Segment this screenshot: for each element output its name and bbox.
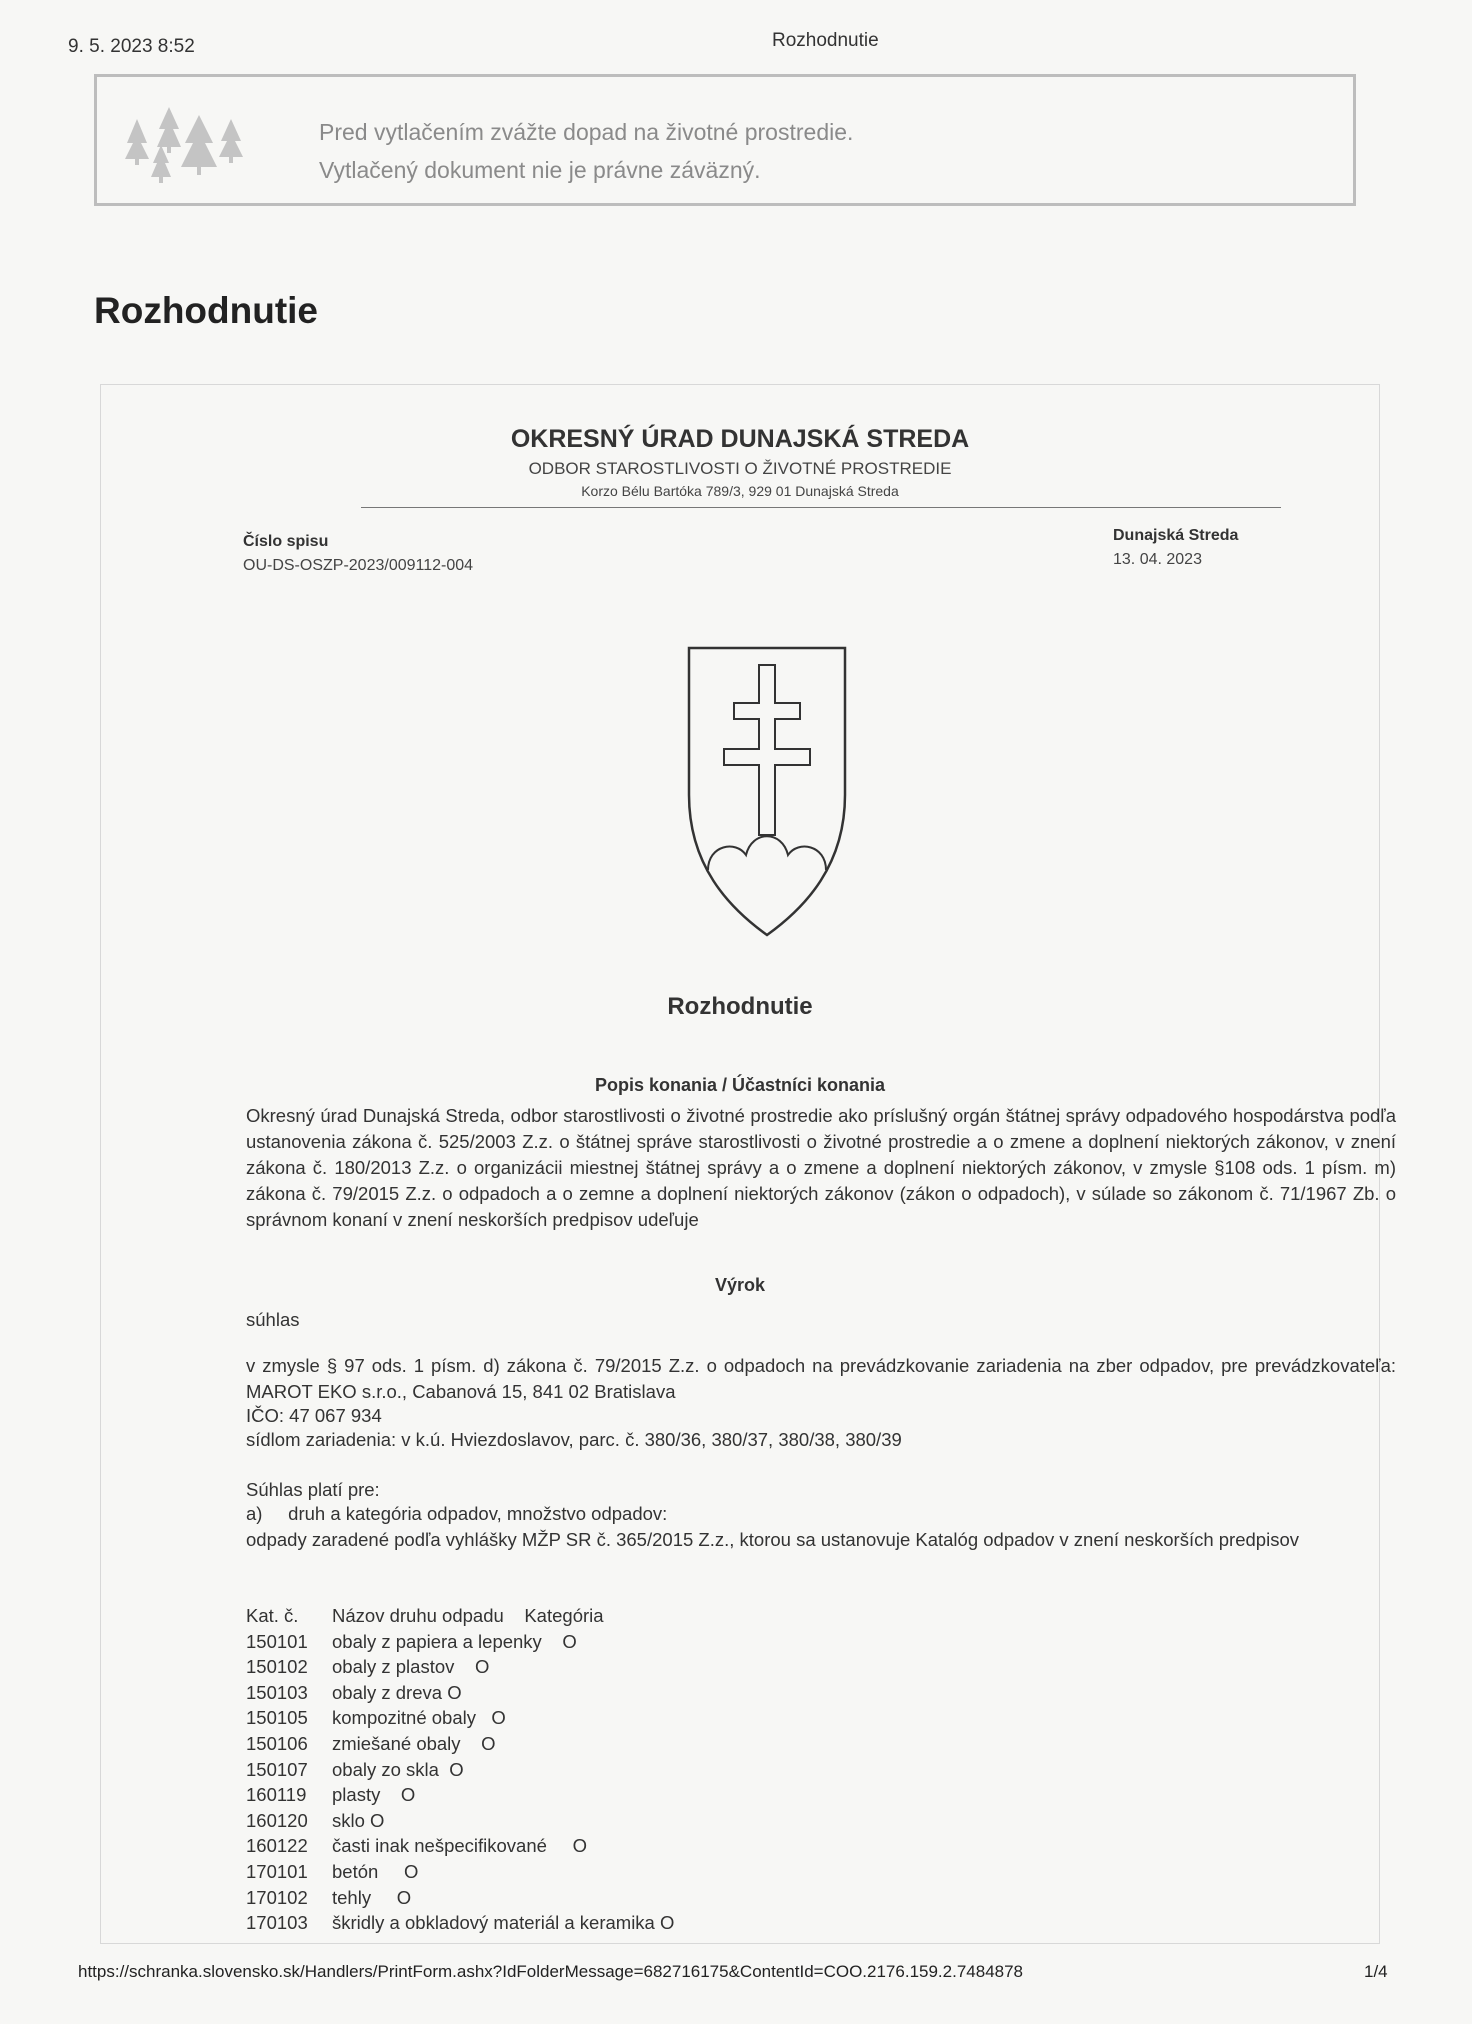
consent-paragraph: v zmysle § 97 ods. 1 písm. d) zákona č. 79/2015 Z.z. o odpadoch na prevádzkovanie zariadenia na zber odpadov, pre prevádzkovateľa: MAROT EKO s.r.o., Cabanová 15, 841 02 Bratislava bbox=[246, 1355, 1396, 1402]
waste-code: 170101 bbox=[246, 1860, 308, 1882]
waste-name: zmiešané obaly bbox=[332, 1732, 461, 1754]
waste-category: O bbox=[447, 1681, 462, 1703]
office-name: OKRESNÝ ÚRAD DUNAJSKÁ STREDA bbox=[510, 425, 970, 453]
facility: sídlom zariadenia: v k.ú. Hviezdoslavov, parc. č. 380/36, 380/37, 380/38, 380/39 bbox=[246, 1429, 902, 1450]
section-title: Popis konania / Účastníci konania bbox=[594, 1075, 886, 1095]
waste-code: 150101 bbox=[246, 1630, 308, 1652]
waste-category: O bbox=[491, 1707, 506, 1729]
office-department: ODBOR STAROSTLIVOSTI O ŽIVOTNÉ PROSTREDIE bbox=[528, 459, 952, 478]
consent-word: súhlas bbox=[246, 1309, 300, 1330]
waste-category: O bbox=[474, 1656, 490, 1678]
table-row bbox=[246, 1861, 674, 1887]
waste-category: O bbox=[449, 1758, 464, 1780]
date: 13. 04. 2023 bbox=[1113, 551, 1202, 568]
waste-code: 150103 bbox=[246, 1681, 308, 1703]
file-number-label: Číslo spisu bbox=[243, 533, 329, 550]
waste-code: 160120 bbox=[246, 1809, 308, 1831]
waste-code: 170103 bbox=[246, 1912, 308, 1934]
table-row bbox=[246, 1887, 674, 1913]
table-header: Kat. č. bbox=[246, 1605, 299, 1626]
waste-category: O bbox=[572, 1835, 588, 1857]
waste-code: 160122 bbox=[246, 1835, 308, 1857]
waste-name: kompozitné obaly bbox=[332, 1707, 476, 1729]
table-row bbox=[246, 1682, 674, 1708]
waste-category: O bbox=[481, 1732, 496, 1754]
waste-code: 150107 bbox=[246, 1758, 308, 1780]
table-row bbox=[246, 1835, 674, 1861]
waste-code: 150105 bbox=[246, 1707, 308, 1729]
waste-category: O bbox=[562, 1630, 577, 1652]
office-address: Korzo Bélu Bartóka 789/3, 929 01 Dunajská Streda bbox=[581, 483, 899, 499]
waste-name: škridly a obkladový materiál a keramika bbox=[332, 1912, 655, 1934]
print-header-title: Rozhodnutie bbox=[772, 30, 879, 51]
waste-name: obaly z plastov bbox=[332, 1656, 455, 1678]
page-number: 1/4 bbox=[1364, 1962, 1388, 1981]
place: Dunajská Streda bbox=[1113, 527, 1239, 544]
file-number: OU-DS-OSZP-2023/009112-004 bbox=[243, 557, 474, 574]
waste-code: 160119 bbox=[246, 1784, 307, 1806]
table-row bbox=[246, 1810, 674, 1836]
page-title: Rozhodnutie bbox=[94, 290, 319, 331]
waste-name: obaly z dreva bbox=[332, 1681, 443, 1703]
waste-category: O bbox=[370, 1809, 385, 1831]
table-row bbox=[246, 1733, 674, 1759]
waste-code: 150102 bbox=[246, 1656, 308, 1678]
waste-name: obaly zo skla bbox=[332, 1758, 439, 1780]
waste-name: tehly bbox=[332, 1886, 372, 1908]
table-row bbox=[246, 1631, 674, 1657]
waste-category: O bbox=[400, 1784, 416, 1806]
coat-of-arms-icon bbox=[686, 645, 848, 939]
table-header: Názov druhu odpadu bbox=[332, 1605, 504, 1626]
waste-name: časti inak nešpecifikované bbox=[332, 1835, 547, 1857]
intro-paragraph: Okresný úrad Dunajská Streda, odbor starostlivosti o životné prostredie ako príslušný orgán štátnej správy odpadového hospodárstva podľa ustanovenia zákona č. 525/2003 Z.z. o štátnej správe starostlivosti o životné prostredie a o zmene a doplnení niektorých zákonov, v znení zákona č. 180/2013 Z.z. o organizácii miestnej štátnej správy a o zmene a doplnení niektorých zákonov, v zmysle §108 ods. 1 písm. m) zákona č. 79/2015 Z.z. o odpadoch a o zemne a doplnení niektorých zákonov (zákon o odpadoch), v súlade so zákonom č. 71/1967 Zb. o správnom konaní v znení neskorších predpisov udeľuje bbox=[246, 1105, 1396, 1230]
ico: IČO: 47 067 934 bbox=[246, 1405, 382, 1426]
table-header-row bbox=[246, 1605, 674, 1631]
print-datetime: 9. 5. 2023 8:52 bbox=[68, 36, 195, 57]
waste-code: 170102 bbox=[246, 1886, 308, 1908]
waste-category: O bbox=[660, 1912, 675, 1934]
decision-title: Rozhodnutie bbox=[667, 993, 813, 1020]
table-header: Kategória bbox=[524, 1605, 604, 1626]
waste-name: plasty bbox=[332, 1784, 381, 1806]
waste-name: betón bbox=[332, 1860, 379, 1882]
table-row bbox=[246, 1784, 674, 1810]
table-row bbox=[246, 1912, 674, 1938]
table-row bbox=[246, 1707, 674, 1733]
document-body bbox=[100, 384, 1396, 1944]
eco-notice bbox=[94, 74, 1356, 206]
footer-url: https://schranka.slovensko.sk/Handlers/PrintForm.ashx?IdFolderMessage=682716175&ContentId=COO.2176.159.2.7484878 bbox=[78, 1962, 1024, 1981]
notice-line-2: Vytlačený dokument nie je právne záväzný. bbox=[319, 157, 761, 183]
header-divider bbox=[361, 507, 1281, 508]
item-a: a) druh a kategória odpadov, množstvo odpadov: bbox=[246, 1503, 668, 1524]
waste-table bbox=[246, 1605, 674, 1938]
valid-for: Súhlas platí pre: bbox=[246, 1479, 380, 1500]
waste-name: obaly z papiera a lepenky bbox=[332, 1630, 542, 1652]
catalog-paragraph: odpady zaradené podľa vyhlášky MŽP SR č. 365/2015 Z.z., ktorou sa ustanovuje Katalóg odpadov v znení neskorších predpisov bbox=[246, 1529, 1299, 1550]
verdict-title: Výrok bbox=[714, 1275, 766, 1295]
waste-category: O bbox=[404, 1860, 419, 1882]
notice-line-1: Pred vytlačením zvážte dopad na životné prostredie. bbox=[319, 119, 854, 145]
table-row bbox=[246, 1656, 674, 1682]
waste-name: sklo bbox=[332, 1809, 365, 1831]
waste-category: O bbox=[396, 1886, 412, 1908]
waste-code: 150106 bbox=[246, 1732, 308, 1754]
trees-icon bbox=[123, 107, 243, 187]
table-row bbox=[246, 1759, 674, 1785]
